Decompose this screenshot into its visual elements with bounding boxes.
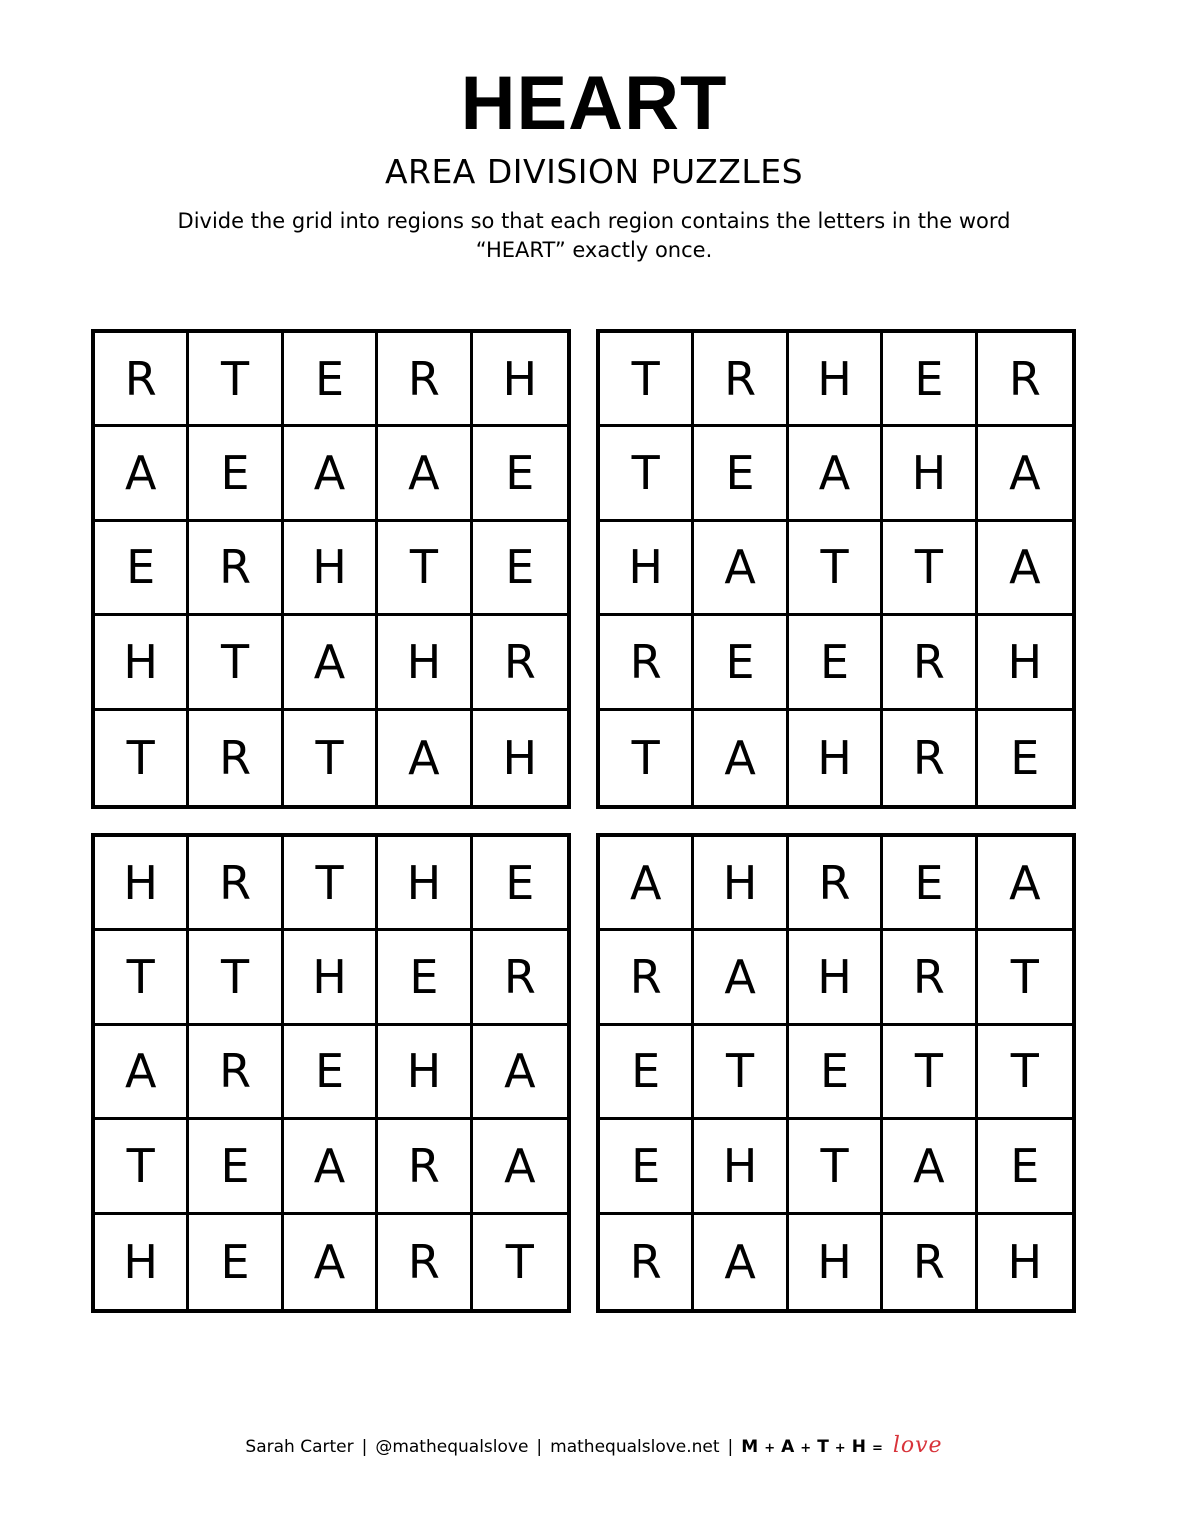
- grid-cell: E: [978, 1120, 1072, 1214]
- grid-cell: A: [694, 931, 788, 1025]
- grid-cell: T: [883, 522, 977, 616]
- grid-cell: T: [600, 711, 694, 805]
- grid-cell: T: [694, 1026, 788, 1120]
- page-title: HEART: [460, 61, 728, 146]
- grid-cell: E: [95, 522, 189, 616]
- grid-cell: E: [189, 1215, 283, 1309]
- grid-cell: T: [789, 1120, 883, 1214]
- grid-cell: R: [378, 333, 472, 427]
- grid-cell: A: [95, 1026, 189, 1120]
- puzzle-grid-1: [91, 329, 571, 809]
- grid-cell: E: [600, 1026, 694, 1120]
- grid-cell: A: [284, 1120, 378, 1214]
- grid-cell: R: [189, 837, 283, 931]
- grid-cell: T: [883, 1026, 977, 1120]
- grid-cell: H: [378, 616, 472, 710]
- grid-cell: T: [95, 711, 189, 805]
- grid-cell: H: [694, 1120, 788, 1214]
- grid-cell: H: [95, 1215, 189, 1309]
- grid-cell: R: [694, 333, 788, 427]
- grid-cell: H: [378, 1026, 472, 1120]
- grid-cell: R: [189, 522, 283, 616]
- grid-cell: H: [883, 427, 977, 521]
- grid-cell: E: [284, 333, 378, 427]
- grid-cell: E: [883, 333, 977, 427]
- grid-cell: R: [378, 1120, 472, 1214]
- footer-author: Sarah Carter: [245, 1437, 354, 1457]
- brand-logo: M + A + T + H = love: [741, 1433, 943, 1458]
- grid-cell: H: [600, 522, 694, 616]
- grid-cell: E: [789, 616, 883, 710]
- grid-cell: H: [473, 333, 567, 427]
- grid-cell: R: [473, 931, 567, 1025]
- puzzle-grid-4: [596, 833, 1076, 1313]
- grid-cell: H: [694, 837, 788, 931]
- grid-cell: R: [883, 931, 977, 1025]
- grid-cell: T: [378, 522, 472, 616]
- grid-cell: T: [978, 931, 1072, 1025]
- grid-cell: T: [189, 616, 283, 710]
- grid-cell: A: [789, 427, 883, 521]
- grid-cell: H: [1007, 1234, 1043, 1289]
- grid-cell: R: [789, 837, 883, 931]
- grid-cell: H: [284, 522, 378, 616]
- grid-cell: H: [284, 931, 378, 1025]
- grid-cell: T: [505, 1234, 534, 1289]
- footer: Sarah Carter | @mathequalslove | mathequalslove.net | M + A + T + H = love: [245, 1433, 943, 1458]
- grid-cell: A: [473, 1026, 567, 1120]
- grid-cell: T: [978, 1026, 1072, 1120]
- grid-cell: E: [378, 931, 472, 1025]
- grid-cell: A: [473, 1120, 567, 1214]
- grid-cell: A: [284, 427, 378, 521]
- grid-cell: E: [284, 1026, 378, 1120]
- grid-cell: H: [789, 711, 883, 805]
- grid-cell: H: [95, 837, 189, 931]
- grid-cell: T: [95, 1120, 189, 1214]
- grid-cell: A: [694, 1215, 788, 1309]
- grid-cell: A: [694, 711, 788, 805]
- grid-cell: E: [189, 1120, 283, 1214]
- grid-cell: R: [95, 333, 189, 427]
- grid-cell: T: [789, 522, 883, 616]
- grid-cell: E: [600, 1120, 694, 1214]
- grid-cell: T: [284, 711, 378, 805]
- puzzle-grid-2: [596, 329, 1076, 809]
- grid-cell: R: [600, 616, 694, 710]
- grid-cell: T: [189, 931, 283, 1025]
- grid-cell: T: [189, 333, 283, 427]
- grid-cell: E: [473, 522, 567, 616]
- grid-cell: R: [189, 1026, 283, 1120]
- grid-cell: R: [473, 616, 567, 710]
- grid-cell: R: [600, 1215, 694, 1309]
- puzzle-grid-3: [91, 833, 571, 1313]
- grid-cell: R: [189, 711, 283, 805]
- grid-cell: A: [95, 427, 189, 521]
- grid-cell: H: [789, 1215, 883, 1309]
- grid-cell: E: [473, 837, 567, 931]
- grid-cell: R: [883, 711, 977, 805]
- grid-cell: E: [473, 427, 567, 521]
- grid-cell: A: [978, 427, 1072, 521]
- grid-cell: A: [883, 1120, 977, 1214]
- grid-cell: T: [600, 427, 694, 521]
- grid-cell: E: [1010, 730, 1040, 785]
- footer-website: mathequalslove.net: [550, 1437, 720, 1457]
- grid-cell: H: [378, 837, 472, 931]
- grid-cell: T: [95, 931, 189, 1025]
- grid-cell: T: [284, 837, 378, 931]
- page-subtitle: AREA DIVISION PUZZLES: [384, 152, 804, 191]
- grid-cell: R: [378, 1215, 472, 1309]
- grid-cell: E: [189, 427, 283, 521]
- grid-cell: E: [694, 427, 788, 521]
- grid-cell: E: [883, 837, 977, 931]
- grid-cell: A: [978, 522, 1072, 616]
- grid-cell: R: [978, 333, 1072, 427]
- grid-cell: E: [789, 1026, 883, 1120]
- grid-cell: H: [95, 616, 189, 710]
- grid-cell: A: [284, 1215, 378, 1309]
- grid-cell: H: [789, 931, 883, 1025]
- grid-cell: A: [694, 522, 788, 616]
- grid-cell: A: [378, 427, 472, 521]
- instructions-text: Divide the grid into regions so that each region contains the letters in the word “HEART” exactly once.: [177, 209, 1011, 262]
- grid-cell: R: [883, 1215, 977, 1309]
- grid-cell: H: [978, 616, 1072, 710]
- grid-cell: T: [600, 333, 694, 427]
- footer-handle: @mathequalslove: [375, 1437, 529, 1457]
- grid-cell: H: [502, 730, 538, 785]
- grid-cell: H: [789, 333, 883, 427]
- grid-cell: A: [600, 837, 694, 931]
- grid-cell: A: [978, 837, 1072, 931]
- grid-cell: A: [378, 711, 472, 805]
- grid-cell: R: [600, 931, 694, 1025]
- grid-cell: R: [883, 616, 977, 710]
- grid-cell: A: [284, 616, 378, 710]
- grid-cell: E: [694, 616, 788, 710]
